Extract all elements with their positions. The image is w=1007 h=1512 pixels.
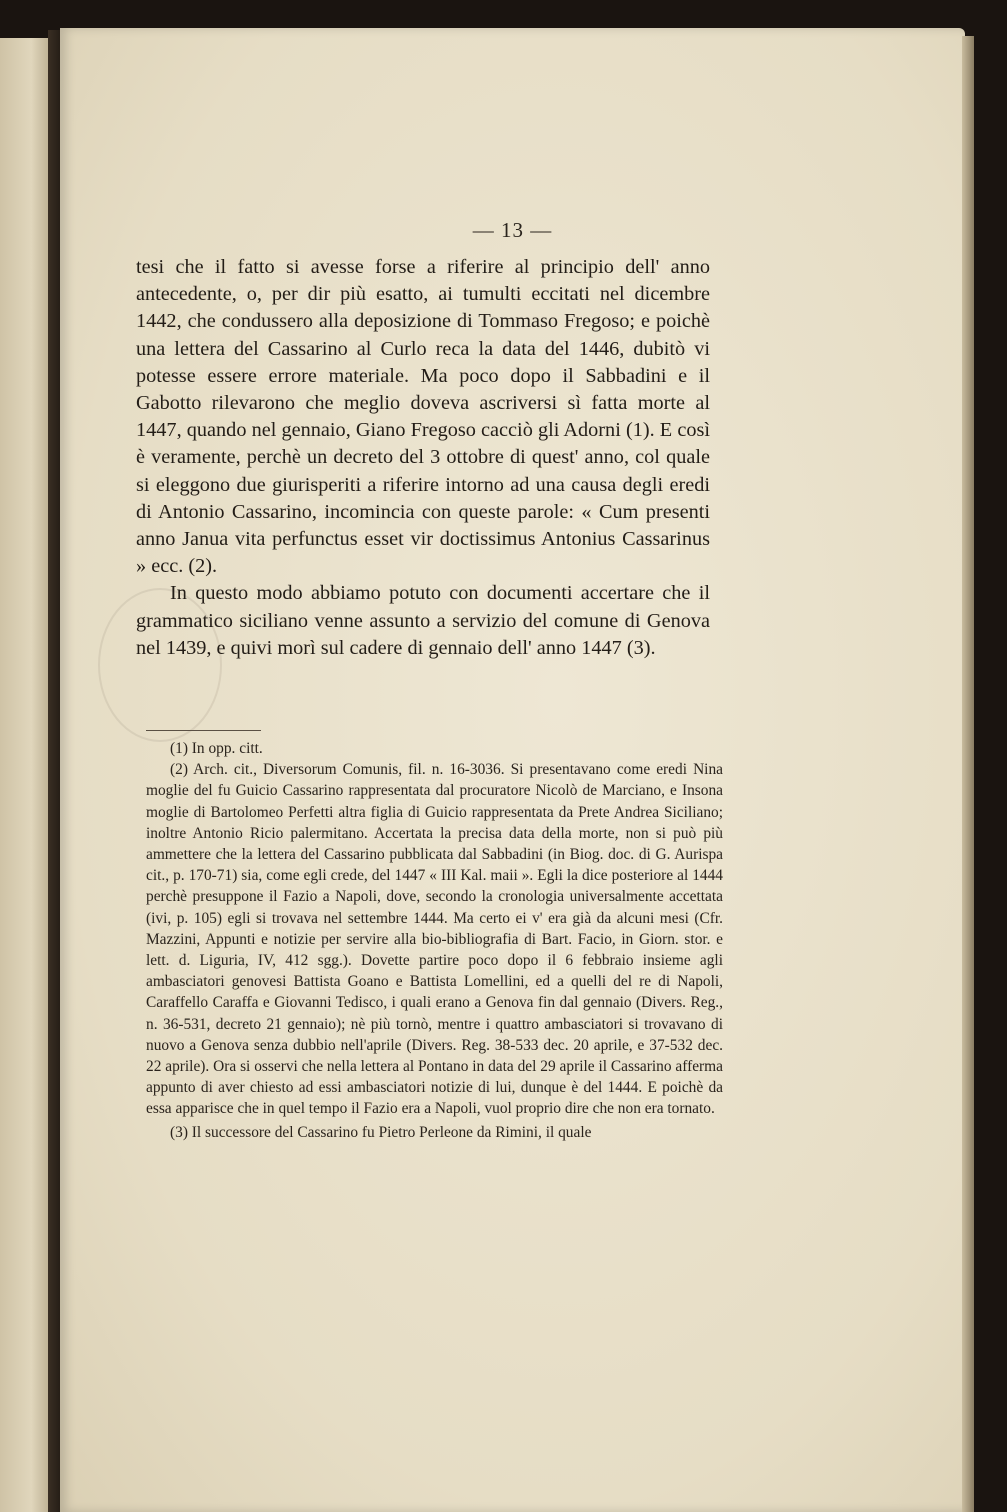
main-text: [136, 254, 710, 662]
page-number: — 13 —: [472, 218, 553, 242]
footnote-2: (2) Arch. cit., Diversorum Comunis, fil. n. 16-3036. Si presentavano come eredi Nina moglie del fu Guicio Cassarino rappresentata dal procuratore Nicolò de Marciano, e Insona moglie di Bartolomeo Perfetti altra figlia di Guicio rappresentata da Prete Andrea Siciliano; inoltre Antonio Ricio palermitano. Accertata la precisa data della morte, non si può più ammettere che la lettera del Cassarino pubblicata dal Sabbadini (in Biog. doc. di G. Aurispa cit., p. 170-71) sia, come egli crede, del 1447 « III Kal. maii ». Egli la dice posteriore al 1444 perchè presuppone il Fazio a Napoli, dove, secondo la cronologia universalmente accettata (ivi, p. 105) egli si trovava nel settembre 1444. Ma certo ei v' era già da alcuni mesi (Cfr. Mazzini, Appunti e notizie per servire alla bio-bibliografia di Bart. Facio, in Giorn. stor. e lett. d. Liguria, IV, 412 sgg.). Dovette partire poco dopo il 6 febbraio insieme agli ambasciatori genovesi Battista Goano e Battista Lomellini, ed a quelli del re di Napoli, Caraffello Caraffa e Giovanni Tedisco, i quali erano a Genova fin dal gennaio (Divers. Reg., n. 36-531, decreto 21 gennaio); nè più tornò, mentre i quattro ambasciatori si trovavano di nuovo a Genova senza dubbio nell'aprile (Divers. Reg. 38-533 dec. 20 aprile, e 37-532 dec. 22 aprile). Ora si osservi che nella lettera al Pontano in data del 29 aprile il Cassarino afferma appunto di aver chiesto ad essi ambasciatori notizie di lui, dunque è del 1444. E poichè da essa apparisce che in quel tempo il Fazio era a Napoli, vuol proprio dire che non era tornato.: [146, 761, 723, 1118]
body-paragraph-2: In questo modo abbiamo potuto con documenti accertare che il grammatico siciliano venne assunto a servizio del comune di Genova nel 1439, e quivi morì sul cadere di gennaio dell' anno 1447 (3).: [136, 582, 710, 659]
footnote-separator: [146, 730, 261, 731]
body-paragraph-1: tesi che il fatto si avesse forse a riferire al principio dell' anno antecedente, o, per dir più esatto, ai tumulti eccitati nel dicembre 1442, che condussero alla deposizione di Tommaso Fregoso; e poichè una lettera del Cassarino al Curlo reca la data del 1446, dubitò vi potesse essere errore materiale. Ma poco dopo il Sabbadini e il Gabotto rilevarono che meglio doveva ascriversi sì fatta morte al 1447, quando nel gennaio, Giano Fregoso cacciò gli Adorni (1). E così è veramente, perchè un decreto del 3 ottobre di quest' anno, col quale si eleggono due giurisperiti a riferire intorno ad una causa degli eredi di Antonio Cassarino, incomincia con queste parole: « Cum presenti anno Janua vita perfunctus esset vir doctissimus Antonius Cassarinus » ecc. (2).: [136, 256, 710, 578]
book-page: [60, 28, 965, 1512]
footnote-1: (1) In opp. citt.: [170, 740, 263, 757]
footnote-3: (3) Il successore del Cassarino fu Pietro Perleone da Rimini, il quale: [170, 1123, 592, 1141]
footnotes: [146, 738, 723, 1143]
left-page-edge: [0, 38, 52, 1512]
right-page-edge: [962, 36, 974, 1512]
